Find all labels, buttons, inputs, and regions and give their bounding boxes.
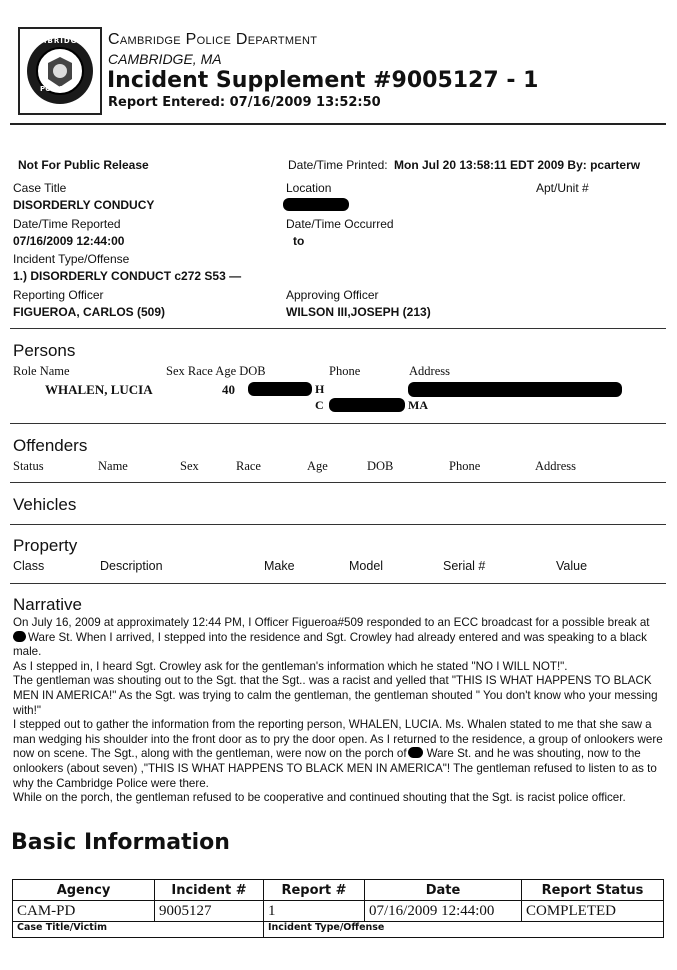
person-name: WHALEN, LUCIA [45,382,153,397]
badge-text-bottom: POLICE [40,85,69,93]
cell-agency: CAM-PD [13,901,155,922]
property-col-model: Model [349,559,384,573]
incident-type-offense-label: Incident Type/Offense [264,922,664,938]
cell-report-status: COMPLETED [522,901,664,922]
report-entered: Report Entered: 07/16/2009 13:52:50 [108,95,381,110]
case-title-label: Case Title [13,181,67,195]
col-date: Date [365,880,522,901]
not-public-label: Not For Public Release [18,158,149,172]
property-col-class: Class [13,559,45,573]
offenders-col-address: Address [535,459,576,473]
offenders-col-status: Status [13,459,44,473]
property-col-value: Value [556,559,588,573]
offenders-col-sex: Sex [180,459,199,473]
person-state: MA [408,398,428,412]
offenders-heading: Offenders [13,436,88,455]
case-title-value: DISORDERLY CONDUCY [13,198,155,212]
narrative-paragraph: As I stepped in, I heard Sgt. Crowley ask for the gentleman's information which he stated "NO I WILL NOT!". [13,659,568,673]
property-col-serial: Serial # [443,559,486,573]
basic-info-table [12,879,664,938]
offenders-col-age: Age [307,459,328,473]
department-city: CAMBRIDGE, MA [108,51,222,67]
dob-redaction [248,382,312,396]
phone-c-label: C [315,398,324,412]
offenders-divider [10,482,666,483]
offenders-col-race: Race [236,459,261,473]
narrative-heading: Narrative [13,595,82,614]
offenders-col-phone: Phone [449,459,481,473]
col-report: Report # [264,880,365,901]
property-divider [10,583,666,584]
phone-h-label: H [315,382,325,396]
offense-label: Incident Type/Offense [13,252,130,266]
basic-info-heading: Basic Information [11,830,230,855]
cell-report: 1 [264,901,365,922]
property-col-make: Make [264,559,295,573]
reporting-officer-value: FIGUEROA, CARLOS (509) [13,305,166,319]
address-redaction [408,382,622,397]
printed-value: Mon Jul 20 13:58:11 EDT 2009 By: pcarterw [394,158,641,172]
persons-col-address: Address [409,364,450,378]
printed-label: Date/Time Printed: [288,158,388,172]
reported-label: Date/Time Reported [13,217,121,231]
approving-officer-value: WILSON III,JOSEPH (213) [286,305,431,319]
table-header-row [13,880,664,901]
narrative-text: On July 16, 2009 at approximately 12:44 PM, I Officer Figueroa#509 responded to an ECC broadcast for a possible break at [13,616,650,629]
narrative-paragraph: The gentleman was shouting out to the Sgt. that the Sgt.. was a racist and yelled that "THIS IS WHAT HAPPENS TO BLACK MEN IN AMERICA!" As the Sgt. was trying to calm the gentleman, the gentleman shouted " You don't know who your messing with!" [13,674,658,717]
location-redaction [283,198,349,211]
phone-redaction [329,398,405,412]
occurred-label: Date/Time Occurred [286,217,394,231]
property-col-description: Description [100,559,163,573]
address-number-redaction [408,747,423,758]
table-row [13,922,664,938]
offense-value: 1.) DISORDERLY CONDUCT c272 S53 — [13,269,242,283]
cell-date: 07/16/2009 12:44:00 [365,901,522,922]
person-age: 40 [222,382,235,397]
col-incident: Incident # [155,880,264,901]
offenders-col-dob: DOB [367,459,394,473]
cell-incident: 9005127 [155,901,264,922]
narrative-paragraph: While on the porch, the gentleman refused to be cooperative and continued shouting that the Sgt. is racist police officer. [13,791,626,805]
vehicles-divider [10,524,666,525]
badge-text-top: CAMBRIDGE [27,37,84,45]
persons-heading: Persons [13,341,76,360]
table-row [13,901,664,922]
property-heading: Property [13,536,78,555]
offenders-col-name: Name [98,459,128,473]
department-name: Cambridge Police Department [108,31,318,48]
header-divider [10,123,666,125]
page-title: Incident Supplement #9005127 - 1 [107,68,539,93]
narrative-paragraph [13,718,663,791]
reporting-officer-label: Reporting Officer [13,288,104,302]
persons-col-sex-race-age-dob: Sex Race Age DOB [166,364,266,378]
persons-divider [10,423,666,424]
approving-officer-label: Approving Officer [286,288,379,302]
col-report-status: Report Status [522,880,664,901]
col-agency: Agency [13,880,155,901]
info-divider [10,328,666,329]
narrative-text: Ware St. When I arrived, I stepped into the residence and Sgt. Crowley had already entered and was speaking to a black male. [13,630,647,659]
address-number-redaction [13,631,26,642]
vehicles-heading: Vehicles [13,495,77,514]
narrative-body [13,616,663,806]
narrative-text: Ware St. and he was shouting, now to the onlookers (about seven) ,"THIS IS WHAT HAPPENS TO BLACK MEN IN AMERICA"! The gentleman refused to listen to as to why the Cambridge Police were there. [13,747,657,790]
persons-col-role-name: Role Name [13,364,70,378]
occurred-value: to [293,234,305,248]
persons-col-phone: Phone [329,364,361,378]
location-label: Location [286,181,332,195]
reported-value: 07/16/2009 12:44:00 [13,234,125,248]
narrative-paragraph [13,616,663,660]
case-title-victim-label: Case Title/Victim [13,922,264,938]
apt-label: Apt/Unit # [536,181,589,195]
narrative-text: I stepped out to gather the information from the reporting person, WHALEN, LUCIA. Ms. Whalen stated to me that she saw a man wedging his shoulder into the front door as to pry the door open. As I returned to the residence, a group of onlookers were now on scene. The Sgt., along with the gentleman, were now on the porch of [13,718,663,761]
